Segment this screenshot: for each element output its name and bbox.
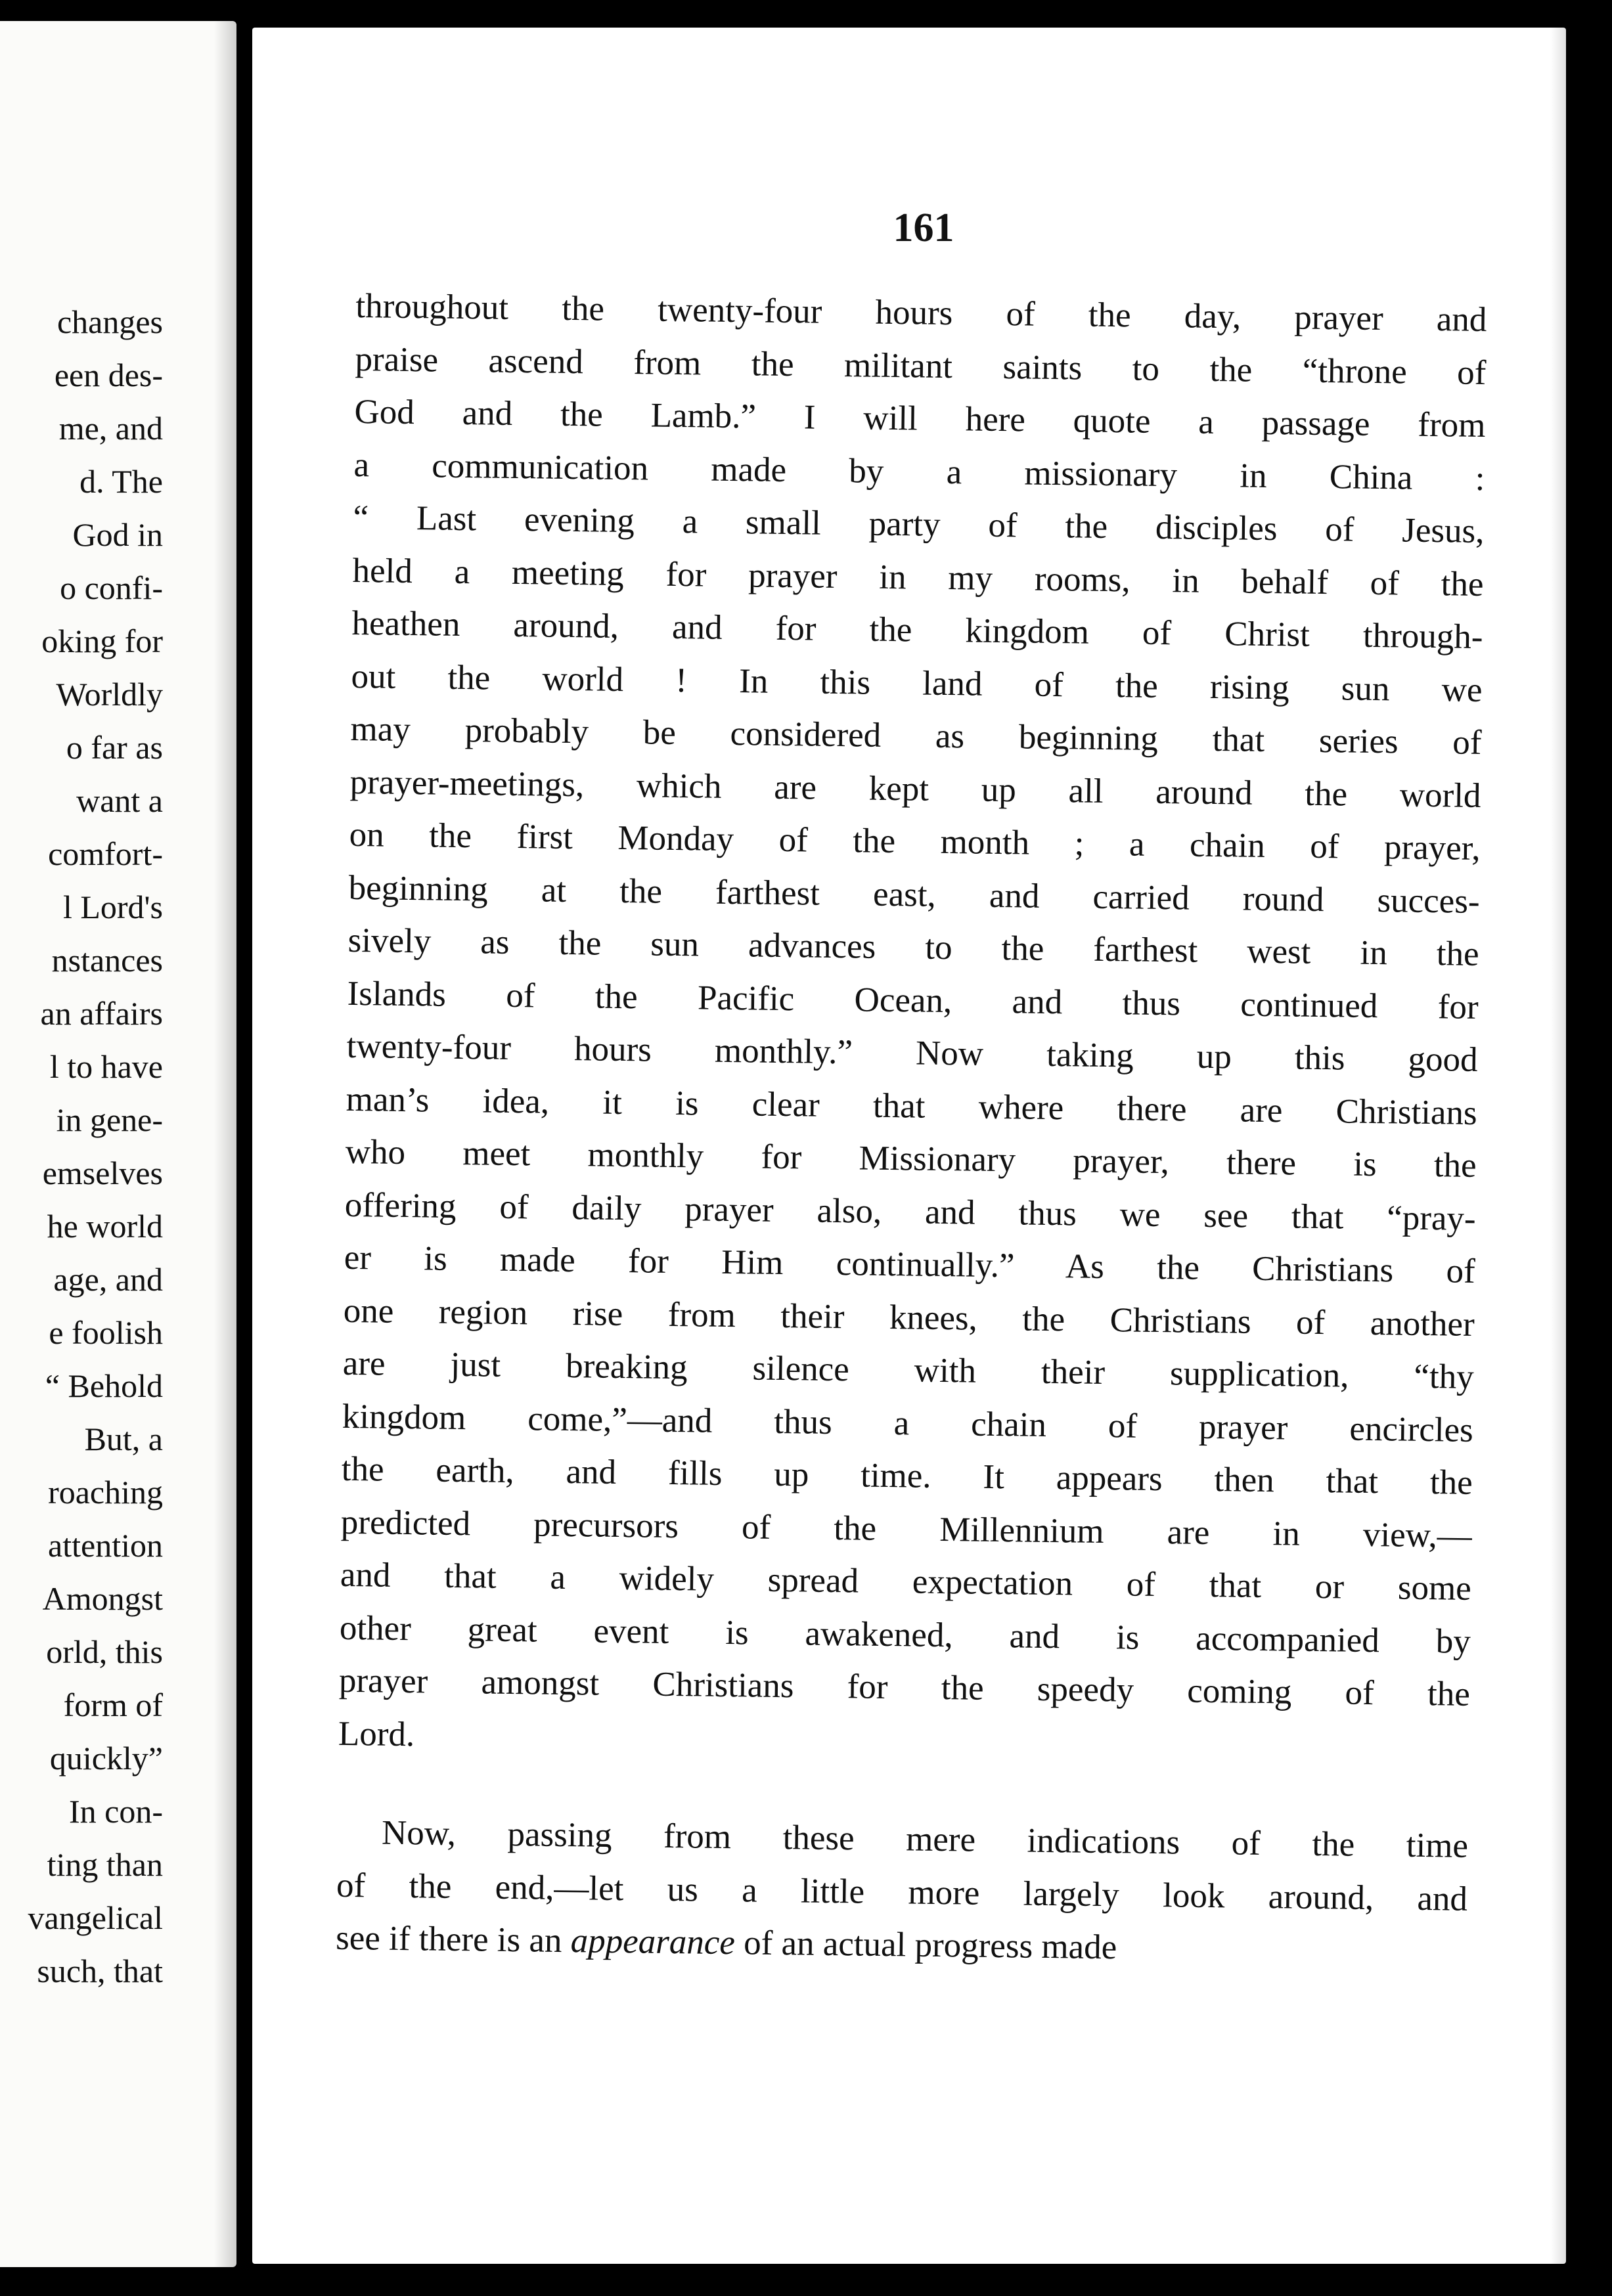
text-line: heathen around, and for the kingdom of Christ through- (351, 604, 1483, 656)
text-line: a communication made by a missionary in China : (353, 445, 1485, 498)
left-text-line: l Lord's (62, 889, 163, 925)
left-text-line: o confi- (60, 569, 163, 606)
left-text-line: age, and (53, 1261, 163, 1298)
left-text-line: e foolish (49, 1314, 163, 1351)
page-number: 161 (893, 206, 954, 250)
text-line: other great event is awakened, and is accompanied by (339, 1608, 1471, 1661)
text-line: the earth, and fills up time. It appears then that the (341, 1449, 1473, 1502)
left-text-line: such, that (37, 1953, 163, 1989)
text-line: held a meeting for prayer in my rooms, in behalf of the (352, 551, 1484, 604)
text-line: may probably be considered as beginning that series of (350, 709, 1482, 762)
left-text-line: vangelical (28, 1899, 163, 1936)
left-text-line: l to have (49, 1048, 163, 1085)
page-edge-shadow (1550, 28, 1566, 2264)
left-text-line: quickly” (49, 1740, 163, 1777)
text-line: are just breaking silence with their supplication, “thy (342, 1344, 1475, 1396)
text-line: beginning at the farthest east, and carried round succes- (348, 868, 1480, 921)
text-line: twenty-four hours monthly.” Now taking up this good (346, 1027, 1478, 1079)
left-text-line: God in (72, 516, 163, 553)
text-line: see if there is an appearance of an actual progress made (335, 1918, 1117, 1967)
left-page-fragment (0, 21, 236, 2267)
text-line: and that a widely spread expectation of that or some (340, 1555, 1472, 1608)
text-line: who meet monthly for Missionary prayer, there is the (345, 1132, 1477, 1185)
text-line: out the world ! In this land of the rising sun we (351, 657, 1483, 709)
left-text-line: But, a (84, 1421, 163, 1457)
text-line: praise ascend from the militant saints to the “throne of (355, 340, 1487, 392)
left-text-line: emselves (42, 1155, 163, 1191)
left-text-line: een des- (54, 357, 163, 393)
text-line: Now, passing from these mere indications of the time (381, 1813, 1469, 1865)
left-text-line: want a (76, 782, 163, 819)
left-text-line: an affairs (40, 995, 163, 1032)
text-line: prayer-meetings, which are kept up all around the world (349, 762, 1481, 815)
text-line: prayer amongst Christians for the speedy coming of the (338, 1661, 1471, 1713)
text-line: sively as the sun advances to the farthest west in the (347, 921, 1479, 973)
left-text-line: he world (47, 1208, 163, 1245)
text-line: “ Last evening a small party of the disciples of Jesus, (353, 498, 1485, 551)
text-line: of the end,—let us a little more largely look around, and (336, 1866, 1468, 1918)
text-line: Islands of the Pacific Ocean, and thus continued for (347, 974, 1479, 1027)
body-text (336, 280, 1487, 1978)
text-line: one region rise from their knees, the Christians of another (343, 1291, 1475, 1344)
text-line: man’s idea, it is clear that where there are Christians (346, 1080, 1477, 1132)
left-text-line: in gene- (56, 1101, 163, 1138)
left-text-line: form of (63, 1687, 163, 1723)
left-text-line: me, and (58, 410, 163, 447)
right-page (252, 28, 1566, 2264)
left-text-line: comfort- (48, 835, 163, 872)
left-text-line: changes (56, 303, 163, 340)
text-line: kingdom come,”—and thus a chain of prayer encircles (342, 1397, 1474, 1449)
left-text-line: Amongst (42, 1580, 163, 1617)
left-text-line: attention (48, 1527, 163, 1564)
left-text-line: ting than (47, 1846, 163, 1883)
text-line: predicted precursors of the Millennium are in view,— (340, 1503, 1473, 1555)
left-text-line: “ Behold (45, 1367, 163, 1404)
italic-word: appearance (570, 1922, 736, 1962)
paragraph-1 (338, 280, 1487, 1774)
left-text-line: oking for (41, 623, 163, 659)
paragraph-2 (336, 1806, 1469, 1979)
left-page-text (0, 296, 163, 1998)
gutter-shadow (214, 21, 236, 2267)
text-line: throughout the twenty-four hours of the day, prayer and (355, 286, 1487, 340)
text-line: offering of daily prayer also, and thus we see that “pray- (344, 1185, 1477, 1238)
left-text-line: o far as (66, 729, 163, 766)
text-line: Lord. (338, 1714, 415, 1754)
left-text-line: Worldly (56, 676, 163, 713)
left-text-line: In con- (69, 1793, 163, 1830)
left-text-line: orld, this (46, 1633, 163, 1670)
left-text-line: nstances (51, 942, 163, 979)
text-line: on the first Monday of the month ; a chain of prayer, (349, 815, 1481, 868)
left-text-line: d. The (79, 463, 163, 500)
text-line: God and the Lamb.” I will here quote a passage from (354, 392, 1486, 445)
left-text-line: roaching (48, 1474, 163, 1511)
text-line: er is made for Him continually.” As the Christians of (344, 1238, 1476, 1291)
